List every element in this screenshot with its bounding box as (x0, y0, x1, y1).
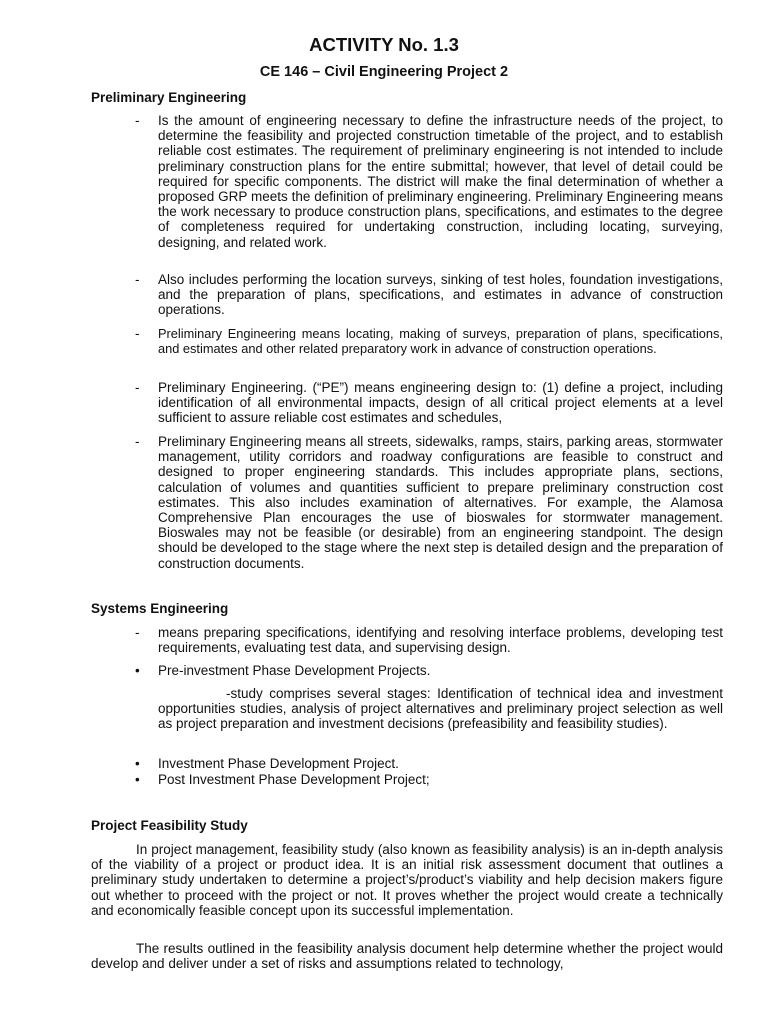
list-item-text: Preliminary Engineering. (“PE”) means engineering design to: (1) define a project, including identification of all environmental impacts, design of all critical project elements at a level sufficient to assure reliable cost estimates and schedules, (158, 380, 723, 426)
list-item (135, 272, 723, 318)
list-item-text: Is the amount of engineering necessary to define the infrastructure needs of the project, to determine the feasibility and projected construction timetable of the project, and to establish reliable cost estimates. The requirement of preliminary engineering is not intended to include preliminary construction plans for the entire submittal; however, that level of detail could be required for specific components. The district will make the final determination of whether a proposed GRP meets the definition of preliminary engineering. Preliminary Engineering means the work necessary to produce construction plans, specifications, and estimates to the degree of completeness required for undertaking construction, including locating, surveying, designing, and related work. (158, 113, 723, 250)
section-heading-project-feasibility-study: Project Feasibility Study (91, 818, 248, 833)
list-item-text: means preparing specifications, identifying and resolving interface problems, developing test requirements, evaluating test data, and supervising design. (158, 625, 723, 656)
list-item-text: Preliminary Engineering means all streets, sidewalks, ramps, stairs, parking areas, stormwater management, utility corridors and roadway configurations are feasible to construct and designed to proper engineering standards. This includes appropriate plans, sections, calculation of volumes and quantities sufficient to prepare preliminary construction cost estimates. This also includes examination of alternatives. For example, the Alamosa Comprehensive Plan encourages the use of bioswales for stormwater management. Bioswales may not be feasible (or desirable) from an engineering standpoint. The design should be developed to the stage where the next step is detailed design and the preparation of construction documents. (158, 434, 723, 571)
list-item-text: Also includes performing the location surveys, sinking of test holes, foundation investigations, and the preparation of plans, specifications, and estimates in advance of construction operations. (158, 272, 723, 318)
list-item (135, 772, 723, 787)
list-item (135, 663, 723, 678)
dash-marker: - (135, 113, 140, 128)
dash-marker: - (135, 326, 140, 341)
list-item (135, 113, 723, 250)
bullet-marker: • (135, 756, 140, 771)
page-title: ACTIVITY No. 1.3 (309, 34, 459, 55)
dash-marker: - (135, 380, 140, 395)
bullet-marker: • (135, 772, 140, 787)
list-item (135, 380, 723, 426)
dash-marker: - (135, 272, 140, 287)
dash-marker: - (135, 434, 140, 449)
paragraph: In project management, feasibility study (also known as feasibility analysis) is an in-depth analysis of the viability of a project or product idea. It is an initial risk assessment document that outlines a preliminary study undertaken to determine a project’s/product’s viability and help decision makers figure out whether to proceed with the project or not. It proves whether the project would create a technically and economically feasible concept upon its successful implementation. (91, 842, 723, 918)
list-item (135, 756, 723, 771)
list-item (135, 625, 723, 655)
list-item (135, 686, 723, 732)
list-item (135, 434, 723, 571)
list-item-text: Pre-investment Phase Development Projects. (158, 663, 431, 678)
paragraph: The results outlined in the feasibility analysis document help determine whether the project would develop and deliver under a set of risks and assumptions related to technology, (91, 941, 723, 972)
list-item-text: Investment Phase Development Project. (158, 756, 399, 771)
section-heading-systems-engineering: Systems Engineering (91, 601, 229, 616)
dash-marker: - (135, 625, 140, 640)
list-item-text: -study comprises several stages: Identification of technical idea and investment opportunities studies, analysis of project alternatives and preliminary project selection as well as project preparation and investment decisions (prefeasibility and feasibility studies). (158, 686, 723, 732)
section-heading-preliminary-engineering: Preliminary Engineering (91, 90, 247, 105)
list-item (135, 326, 723, 356)
bullet-marker: • (135, 663, 140, 678)
list-item-text: Preliminary Engineering means locating, making of surveys, preparation of plans, specifications, and estimates and other related preparatory work in advance of construction operations. (158, 326, 723, 357)
page-subtitle: CE 146 – Civil Engineering Project 2 (259, 64, 509, 80)
list-item-text: Post Investment Phase Development Project; (158, 772, 430, 787)
